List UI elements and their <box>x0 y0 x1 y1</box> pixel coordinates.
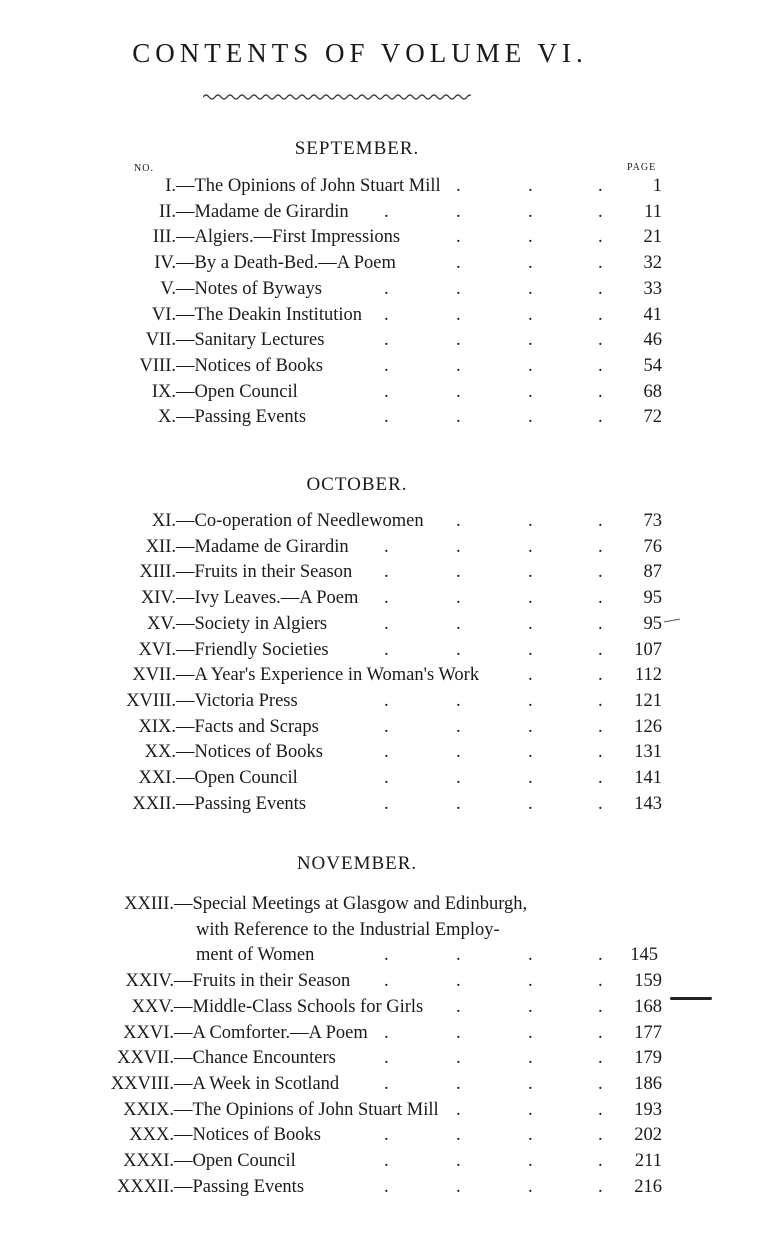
list-item <box>0 404 784 430</box>
leader-dot: . <box>384 1176 389 1197</box>
entry-number: XXIV. <box>125 971 174 992</box>
entry-page-number: 33 <box>643 278 662 299</box>
leader-dot: . <box>598 536 603 557</box>
list-item <box>0 1174 784 1200</box>
entry-title: —Notes of Byways <box>176 278 322 299</box>
leader-dot: . <box>528 945 533 966</box>
leader-dot: . <box>456 1151 461 1171</box>
leader-dot: . <box>598 304 603 325</box>
list-item <box>0 891 784 917</box>
leader-dot: . <box>598 1048 603 1069</box>
leader-dot: . <box>456 588 461 609</box>
entry-title: —Chance Encounters <box>174 1048 336 1069</box>
leader-dot: . <box>528 253 533 274</box>
leader-dot: . <box>384 201 389 222</box>
leader-dot: . <box>384 945 389 966</box>
entry-page-number: 95 <box>643 588 662 609</box>
entry-number: XVIII. <box>126 690 176 711</box>
leader-dot: . <box>528 742 533 763</box>
leader-dot: . <box>456 536 461 557</box>
entry-page-number: 41 <box>643 304 662 325</box>
entry-number: III. <box>152 227 176 248</box>
leader-dot: . <box>456 1022 461 1043</box>
entry-number: XII. <box>145 536 176 557</box>
entry-page-number: 73 <box>643 511 662 531</box>
leader-dot: . <box>598 1099 603 1120</box>
leader-dot: . <box>456 742 461 763</box>
entry-page-number: 126 <box>634 716 662 737</box>
leader-dot: . <box>598 1125 603 1146</box>
leader-dot: . <box>598 381 603 402</box>
list-item <box>0 688 784 714</box>
entry-number: IV. <box>154 253 176 274</box>
entry-page-number: 141 <box>634 768 662 788</box>
entry-number: XXIX. <box>123 1099 174 1120</box>
leader-dot: . <box>528 1099 533 1120</box>
leader-dot: . <box>456 1048 461 1069</box>
leader-dot: . <box>384 1048 389 1069</box>
leader-dot: . <box>384 536 389 557</box>
entry-title: —Algiers.—First Impressions <box>176 227 401 248</box>
leader-dot: . <box>384 768 389 788</box>
entry-page-number: 159 <box>634 971 662 992</box>
list-item <box>0 559 784 585</box>
entry-number: XVI. <box>138 639 176 660</box>
entry-number: XXII. <box>132 793 176 814</box>
leader-dot: . <box>598 945 603 966</box>
entry-title: —Passing Events <box>176 407 307 428</box>
entry-page-number: 72 <box>643 407 662 428</box>
entry-number: I. <box>165 176 176 196</box>
leader-dot: . <box>598 227 603 248</box>
leader-dot: . <box>384 639 389 660</box>
entry-number: V. <box>160 278 176 299</box>
entry-page-number: 168 <box>634 996 662 1017</box>
leader-dot: . <box>384 793 389 814</box>
leader-dot: . <box>456 330 461 351</box>
list-item <box>0 585 784 611</box>
leader-dot: . <box>528 201 533 222</box>
leader-dot: . <box>456 227 461 248</box>
entry-title: —The Opinions of John Stuart Mill <box>174 1099 439 1120</box>
list-item <box>0 791 784 817</box>
leader-dot: . <box>598 613 603 634</box>
leader-dot: . <box>384 716 389 737</box>
leader-dot: . <box>384 1125 389 1146</box>
month-heading: SEPTEMBER. <box>294 138 420 159</box>
entry-number: XI. <box>151 511 176 531</box>
leader-dot: . <box>528 768 533 788</box>
entry-title: —Sanitary Lectures <box>176 330 325 351</box>
entry-title: —By a Death-Bed.—A Poem <box>176 253 396 274</box>
entry-number: XXIII. <box>124 894 174 914</box>
list-item <box>0 714 784 740</box>
entry-page-number: 131 <box>634 742 662 763</box>
list-item <box>0 1097 784 1123</box>
leader-dot: . <box>598 1176 603 1197</box>
entry-title: —A Comforter.—A Poem <box>174 1022 368 1043</box>
entry-title-continuation: with Reference to the Industrial Employ- <box>196 919 500 940</box>
entry-number: VI. <box>151 304 176 325</box>
entry-number: XV. <box>147 613 176 634</box>
leader-dot: . <box>598 511 603 531</box>
leader-dot: . <box>528 971 533 992</box>
list-item <box>0 968 784 994</box>
list-item <box>0 637 784 663</box>
entry-number: XXV. <box>131 996 174 1017</box>
leader-dot: . <box>384 330 389 351</box>
entry-page-number: 143 <box>634 793 662 814</box>
entry-number: XIII. <box>139 562 176 583</box>
entry-page-number: 87 <box>643 562 662 583</box>
leader-dot: . <box>456 278 461 299</box>
entry-number: X. <box>158 407 176 428</box>
entry-number: XIV. <box>140 588 176 609</box>
entry-number: XXVII. <box>116 1048 174 1069</box>
entry-page-number: 68 <box>643 381 662 402</box>
leader-dot: . <box>384 381 389 402</box>
leader-dot: . <box>528 1048 533 1069</box>
leader-dot: . <box>598 278 603 299</box>
list-item <box>0 534 784 560</box>
leader-dot: . <box>384 1151 389 1171</box>
leader-dot: . <box>456 793 461 814</box>
entry-number: XX. <box>144 742 176 763</box>
leader-dot: . <box>384 1073 389 1094</box>
entry-number: XXVI. <box>123 1022 174 1043</box>
entry-number: VIII. <box>139 355 176 376</box>
leader-dot: . <box>456 562 461 583</box>
entry-title: —Fruits in their Season <box>174 971 351 992</box>
leader-dot: . <box>528 613 533 634</box>
entry-number: XXI. <box>138 768 176 788</box>
entry-page-number: 193 <box>634 1099 662 1120</box>
entry-number: IX. <box>151 381 176 402</box>
entry-number: II. <box>159 201 176 222</box>
column-header-no: NO. <box>134 163 154 174</box>
entry-page-number: 11 <box>644 201 662 222</box>
list-item <box>0 1045 784 1071</box>
list-item <box>0 662 784 688</box>
leader-dot: . <box>384 278 389 299</box>
list-item <box>0 1122 784 1148</box>
list-item <box>0 765 784 791</box>
leader-dot: . <box>384 742 389 763</box>
entry-title: —Facts and Scraps <box>176 716 319 737</box>
entry-title: —Co-operation of Needlewomen <box>176 511 424 531</box>
entry-title: —Middle-Class Schools for Girls <box>174 996 424 1017</box>
entry-title: —Ivy Leaves.—A Poem <box>176 588 359 609</box>
leader-dot: . <box>456 639 461 660</box>
entry-title: —Notices of Books <box>174 1125 321 1146</box>
leader-dot: . <box>528 381 533 402</box>
list-item <box>0 276 784 302</box>
leader-dot: . <box>384 1022 389 1043</box>
list-item <box>0 302 784 328</box>
leader-dot: . <box>528 176 533 196</box>
wavy-rule-ornament <box>203 92 471 102</box>
entry-title: —Notices of Books <box>176 355 323 376</box>
entry-title: —Passing Events <box>174 1176 305 1197</box>
leader-dot: . <box>384 407 389 428</box>
leader-dot: . <box>456 253 461 274</box>
leader-dot: . <box>598 562 603 583</box>
leader-dot: . <box>598 1073 603 1094</box>
entry-title: —Passing Events <box>176 793 307 814</box>
entry-title: —Society in Algiers <box>176 613 328 634</box>
leader-dot: . <box>456 945 461 966</box>
entry-page-number: 46 <box>643 330 662 351</box>
list-item <box>0 1148 784 1174</box>
leader-dot: . <box>598 768 603 788</box>
leader-dot: . <box>528 1151 533 1171</box>
leader-dot: . <box>528 665 533 686</box>
entry-title: —Madame de Girardin <box>176 201 349 222</box>
leader-dot: . <box>528 278 533 299</box>
leader-dot: . <box>456 1125 461 1146</box>
entry-page-number: 186 <box>634 1073 662 1094</box>
list-item <box>0 327 784 353</box>
leader-dot: . <box>456 971 461 992</box>
leader-dot: . <box>384 562 389 583</box>
entry-number: XXX. <box>129 1125 174 1146</box>
leader-dot: . <box>528 355 533 376</box>
entry-title: —Open Council <box>176 381 298 402</box>
entry-number: XIX. <box>138 716 176 737</box>
entry-page-number: 177 <box>634 1022 662 1043</box>
entry-title-continuation: ment of Women <box>196 945 315 966</box>
list-item <box>0 250 784 276</box>
leader-dot: . <box>598 639 603 660</box>
margin-pen-mark <box>670 997 712 1000</box>
entry-page-number: 121 <box>634 690 662 711</box>
list-item <box>0 173 784 199</box>
leader-dot: . <box>598 971 603 992</box>
leader-dot: . <box>456 304 461 325</box>
leader-dot: . <box>528 1073 533 1094</box>
leader-dot: . <box>456 1073 461 1094</box>
leader-dot: . <box>384 304 389 325</box>
entry-page-number: 32 <box>643 253 662 274</box>
leader-dot: . <box>456 381 461 402</box>
leader-dot: . <box>598 742 603 763</box>
entry-title: —Madame de Girardin <box>176 536 349 557</box>
leader-dot: . <box>528 227 533 248</box>
leader-dot: . <box>598 330 603 351</box>
leader-dot: . <box>456 716 461 737</box>
list-item <box>0 611 784 637</box>
entry-page-number: 179 <box>634 1048 662 1069</box>
leader-dot: . <box>384 971 389 992</box>
leader-dot: . <box>456 690 461 711</box>
entry-title: —Notices of Books <box>176 742 323 763</box>
entry-title: —Open Council <box>174 1151 296 1171</box>
entry-number: XXXII. <box>116 1176 174 1197</box>
leader-dot: . <box>598 588 603 609</box>
leader-dot: . <box>528 716 533 737</box>
leader-dot: . <box>456 1176 461 1197</box>
entry-page-number: 1 <box>652 176 662 196</box>
entry-title: —The Opinions of John Stuart Mill <box>176 176 441 196</box>
leader-dot: . <box>598 716 603 737</box>
leader-dot: . <box>528 588 533 609</box>
leader-dot: . <box>384 690 389 711</box>
leader-dot: . <box>528 1176 533 1197</box>
leader-dot: . <box>598 996 603 1017</box>
leader-dot: . <box>456 768 461 788</box>
entry-title: —A Year's Experience in Woman's Work <box>176 665 480 686</box>
entry-title: —A Week in Scotland <box>174 1073 340 1094</box>
entry-page-number: 202 <box>634 1125 662 1146</box>
list-item <box>0 1020 784 1046</box>
leader-dot: . <box>456 511 461 531</box>
month-heading: OCTOBER. <box>306 474 408 495</box>
leader-dot: . <box>528 996 533 1017</box>
entry-number: XXVIII. <box>110 1073 174 1094</box>
leader-dot: . <box>598 690 603 711</box>
leader-dot: . <box>598 253 603 274</box>
entry-title: —Fruits in their Season <box>176 562 353 583</box>
entry-page-number: 76 <box>643 536 662 557</box>
leader-dot: . <box>456 176 461 196</box>
leader-dot: . <box>456 407 461 428</box>
list-item <box>0 353 784 379</box>
entry-page-number: 112 <box>634 665 662 686</box>
leader-dot: . <box>456 355 461 376</box>
leader-dot: . <box>456 201 461 222</box>
entry-page-number: 95 <box>643 613 662 634</box>
leader-dot: . <box>456 1099 461 1120</box>
list-item <box>0 739 784 765</box>
column-header-page: PAGE <box>627 162 657 173</box>
leader-dot: . <box>456 613 461 634</box>
entry-page-number: 107 <box>634 639 662 660</box>
entry-page-number: 54 <box>643 355 662 376</box>
leader-dot: . <box>598 793 603 814</box>
list-item <box>0 994 784 1020</box>
list-item <box>0 379 784 405</box>
entry-title: —Open Council <box>176 768 298 788</box>
leader-dot: . <box>598 407 603 428</box>
leader-dot: . <box>598 1151 603 1171</box>
leader-dot: . <box>598 355 603 376</box>
entry-number: XXXI. <box>123 1151 174 1171</box>
entry-title: —The Deakin Institution <box>176 304 362 325</box>
leader-dot: . <box>528 562 533 583</box>
entry-title: —Victoria Press <box>176 690 298 711</box>
leader-dot: . <box>598 201 603 222</box>
page-title: CONTENTS OF VOLUME VI. <box>132 38 588 68</box>
entry-number: XVII. <box>132 665 176 686</box>
leader-dot: . <box>528 1125 533 1146</box>
entry-page-number: 216 <box>634 1176 662 1197</box>
leader-dot: . <box>384 588 389 609</box>
leader-dot: . <box>528 793 533 814</box>
entry-title: —Special Meetings at Glasgow and Edinburgh, <box>174 894 528 914</box>
list-item <box>0 1071 784 1097</box>
entry-page-number: 21 <box>643 227 662 248</box>
leader-dot: . <box>528 536 533 557</box>
leader-dot: . <box>528 407 533 428</box>
list-item <box>0 199 784 225</box>
leader-dot: . <box>528 330 533 351</box>
leader-dot: . <box>598 1022 603 1043</box>
list-item <box>0 224 784 250</box>
leader-dot: . <box>598 665 603 686</box>
leader-dot: . <box>456 996 461 1017</box>
leader-dot: . <box>528 304 533 325</box>
entry-page-number: 145 <box>630 945 658 966</box>
leader-dot: . <box>528 1022 533 1043</box>
month-heading: NOVEMBER. <box>296 853 418 874</box>
leader-dot: . <box>528 690 533 711</box>
leader-dot: . <box>598 176 603 196</box>
list-item <box>0 508 784 534</box>
entry-title: —Friendly Societies <box>176 639 329 660</box>
entry-page-number: 211 <box>634 1151 662 1171</box>
leader-dot: . <box>528 511 533 531</box>
leader-dot: . <box>384 355 389 376</box>
leader-dot: . <box>528 639 533 660</box>
entry-number: VII. <box>145 330 176 351</box>
leader-dot: . <box>384 613 389 634</box>
